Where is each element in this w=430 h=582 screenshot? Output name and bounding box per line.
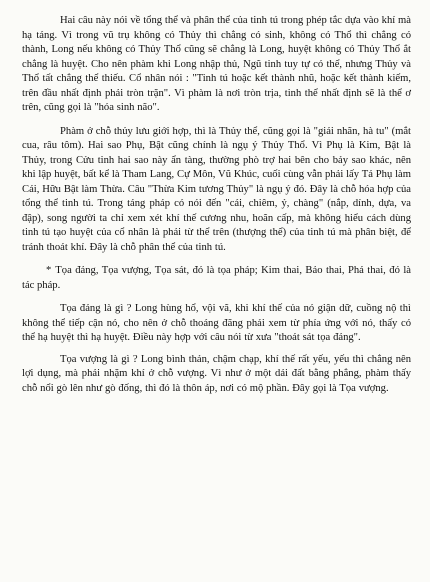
bullet-toa-phap-tac-phap (22, 264, 411, 293)
paragraph-toa-vuong: Tọa vượng là gì ? Long bình thản, chậm chạp, khí thế rất yếu, yếu thì chẳng nên lợi dụng, mà phải nhặm khí ở chỗ vượng. Vì như ở một dải đất bằng phẳng, phàm thấy chỗ nổi gò lên như gò đống, thì đó là thôn áp, nơi có mộ phần. Đây gọi là Tọa vượng. (22, 353, 411, 394)
paragraph-tong-the-phan-the: Hai câu này nói về tổng thể và phân thể của tinh tú trong phép tắc dựa vào khí mà hạ táng. Vì trong vũ trụ không có Thủy thì chẳng có sinh, không có Thổ thì chẳng có thành, Long nếu không có Thủy Thổ cũng sẽ chẳng là Long, huyệt không có Thủy Thổ ắt chẳng là huyệt. Cho nên phàm khi Long nhập thủ, Ngũ tinh tuy tự có thể, nhưng Thủy và Thổ tất chẳng thể thiếu. Cổ nhân nói : "Tinh tú hoặc kết thành nhũ, hoặc kết thành kiếm, trên đầu nhất định phải tròn trặn". Vì phàm là nơi tròn trịa, tinh thể nhất định sẽ là thể ơ trên, cũng gọi là "hóa sinh não". (22, 15, 411, 113)
paragraph-thuy-the: Phàm ở chỗ thủy lưu giới hợp, thì là Thủy thể, cũng gọi là "giải nhãn, hà tu" (mắt cua, râu tôm). Hai sao Phụ, Bật cũng chính là ngụ ý Thủy Thổ. Vì Phụ là Kim, Bật là Thủy, trong Cửu tinh hai sao này ẩn tàng, thường phò trợ hai bên cho bảy sao khác, nên khi lập huyệt, bất kể là Tham Lang, Cự Môn, Vũ Khúc, cuối cùng vẫn phải lấy Tả Phụ làm Cái, Hữu Bật làm Thừa. Câu "Thừa Kim tương Thủy" là ngụ ý đó. Đây là chỗ hóa hợp của tổng thể tinh tú. Trong táng pháp có nói đến "cái, chiêm, ỷ, chàng" (nắp, dính, dựa, va đập), song người ta chỉ xem xét khí thế cương nhu, hoãn cấp, mà không hiểu cách dùng tinh tú tạo huyệt của cổ nhân là phải từ thể trên (thượng thể) của tinh tú mà phân biệt, để tránh thoát khí. Đây là chỗ phân thể của tinh tú. (22, 125, 411, 253)
paragraph-toa-dang: Tọa đảng là gì ? Long hùng hổ, vội vã, khi khí thế của nó giận dữ, cuồng nộ thì không thể tiếp cận nó, cho nên ở chỗ thoáng đãng phải xem từ phía ứng với nó, thấy có thể hạ huyệt thì hạ huyệt. Điều này hợp với câu nói từ xưa "thoát sát tọa đảng". (22, 303, 411, 343)
bullet-mark: * (46, 265, 52, 276)
bullet-text: Tọa đảng, Tọa vượng, Tọa sát, đó là tọa pháp; Kim thai, Bảo thai, Phá thai, đó là tác pháp. (22, 265, 411, 291)
